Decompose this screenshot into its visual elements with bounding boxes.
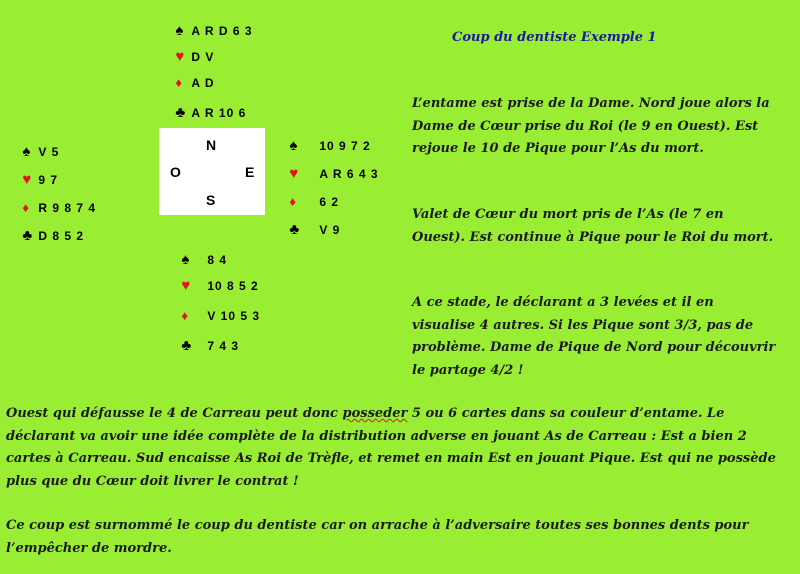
heart-icon: ♥ (181, 277, 191, 294)
west-hearts: ♥ 9 7 (22, 171, 59, 188)
diamond-icon: ♦ (175, 75, 182, 90)
west-clubs: ♣ D 8 5 2 (22, 227, 85, 244)
east-hearts: ♥ A R 6 4 3 (289, 165, 379, 182)
east-spades: ♠ 10 9 7 2 (289, 137, 371, 154)
paragraph-2: Valet de Cœur du mort pris de l’As (le 7 en Ouest). Est continue à Pique pour le Roi du mort. (412, 207, 774, 245)
club-icon: ♣ (181, 337, 192, 354)
compass-north: N (206, 137, 217, 153)
paragraph-4: Ouest qui défausse le 4 de Carreau peut donc posseder 5 ou 6 cartes dans sa couleur d’entame. Le déclarant va avoir une idée complète de la distribution adverse en jouant As de Carreau : Est a bien 2 cartes à Carreau. Sud encaisse As Roi de Trèfle, et remet en main Est en jouant Pique. Est qui ne possède plus que du Cœur doit livrer le contrat ! (6, 406, 776, 489)
spade-icon: ♠ (22, 143, 31, 160)
misspelled-word: posseder (342, 406, 408, 421)
west-spades: ♠ V 5 (22, 143, 60, 160)
spade-icon: ♠ (289, 137, 298, 154)
club-icon: ♣ (22, 227, 33, 244)
compass-east: E (245, 164, 255, 180)
heart-icon: ♥ (22, 171, 32, 188)
paragraph-1: L’entame est prise de la Dame. Nord joue alors la Dame de Cœur prise du Roi (le 9 en Ouest). Est rejoue le 10 de Pique pour l’As du mort. (412, 96, 770, 156)
spade-icon: ♠ (181, 251, 190, 268)
diamond-icon: ♦ (289, 194, 296, 209)
spade-icon: ♠ (175, 22, 184, 39)
north-diamonds: ♦ A D (175, 75, 215, 90)
diamond-icon: ♦ (22, 200, 29, 215)
club-icon: ♣ (175, 104, 186, 121)
south-hearts: ♥ 10 8 5 2 (181, 277, 259, 294)
paragraph-5: Ce coup est surnommé le coup du dentiste car on arrache à l’adversaire toutes ses bonnes dents pour l’empêcher de mordre. (6, 518, 749, 556)
west-diamonds: ♦ R 9 8 7 4 (22, 200, 97, 215)
north-hearts: ♥ D V (175, 48, 215, 65)
north-clubs: ♣ A R 10 6 (175, 104, 247, 121)
north-spades: ♠ A R D 6 3 (175, 22, 253, 39)
east-clubs: ♣ V 9 (289, 221, 341, 238)
paragraph-3: A ce stade, le déclarant a 3 levées et il en visualise 4 autres. Si les Pique sont 3/3, pas de problème. Dame de Pique de Nord pour découvrir le partage 4/2 ! (412, 295, 776, 378)
east-diamonds: ♦ 6 2 (289, 194, 340, 209)
compass-south: S (206, 192, 216, 208)
heart-icon: ♥ (289, 165, 299, 182)
heart-icon: ♥ (175, 48, 185, 65)
compass-box (159, 128, 265, 215)
compass-west: O (170, 164, 181, 180)
south-spades: ♠ 8 4 (181, 251, 228, 268)
south-diamonds: ♦ V 10 5 3 (181, 308, 261, 323)
diamond-icon: ♦ (181, 308, 188, 323)
south-clubs: ♣ 7 4 3 (181, 337, 240, 354)
page-title: Coup du dentiste Exemple 1 (452, 30, 657, 45)
club-icon: ♣ (289, 221, 300, 238)
